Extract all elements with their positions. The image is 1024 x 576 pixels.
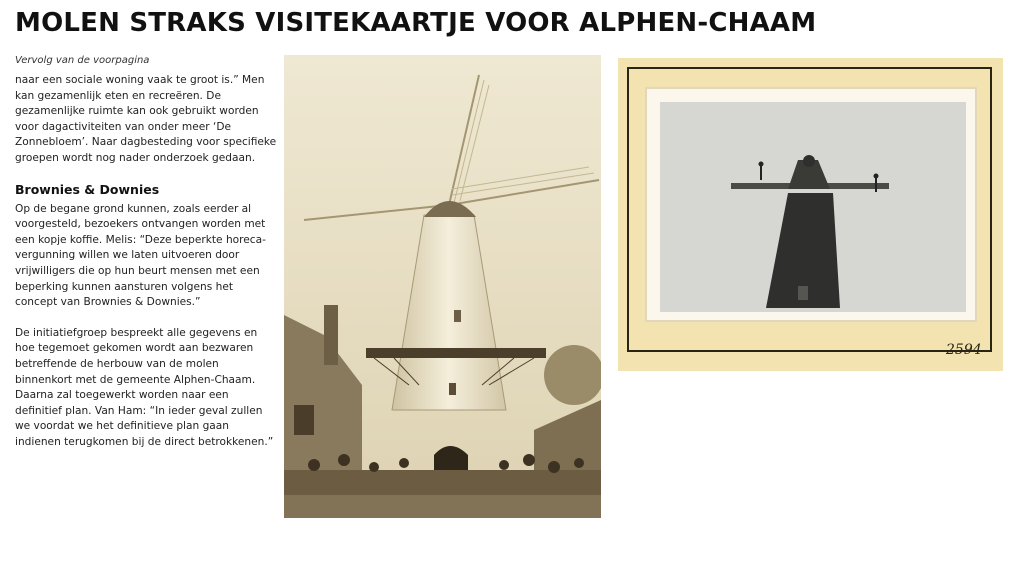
article-paragraph-3: De initiatiefgroep bespreekt alle gegevens en hoe tegemoet gekomen wordt aan bezwaren betreffende de herbouw van de molen binnenkort met de gemeente Alphen-Chaam. Daarna zal toegewerkt worden naar een definitief plan. Van Ham: “In ieder geval zullen we voordat we het definitieve plan gaan indienen terugkomen bij de direct betrokkenen.” [15,326,274,448]
article-paragraph-2: Op de begane grond kunnen, zoals eerder al voorgesteld, bezoekers ontvangen worden met een kopje koffie. Melis: “Deze beperkte horeca-vergunning willen we laten uitvoeren door vrijwilligers die op hun beurt mensen met een beperking kunnen aansturen volgens het concept van Brownies & Downies.” [15,202,266,309]
article-subheading: Brownies & Downies [15,181,160,197]
article-headline: MOLEN STRAKS VISITEKAARTJE VOOR ALPHEN-CHAAM [15,8,817,38]
photo-archive-number: 2594 [946,342,982,358]
article-text-column [15,55,277,450]
historic-windmill-tower-photo-card [618,58,1003,371]
historic-windmill-photo [284,55,601,518]
article-paragraph-1: naar een sociale woning vaak te groot is.” Men kan gezamenlijk eten en recreëren. De gezamenlijke ruimte kan ook gebruikt worden voor dagactiviteiten van onder meer ‘De Zonnebloem’. Naar dagbesteding voor specifieke groepen wordt nog nader onderzoek gedaan. [15,74,277,164]
continued-from-front-page-note: Vervolg van de voorpagina [15,55,150,66]
